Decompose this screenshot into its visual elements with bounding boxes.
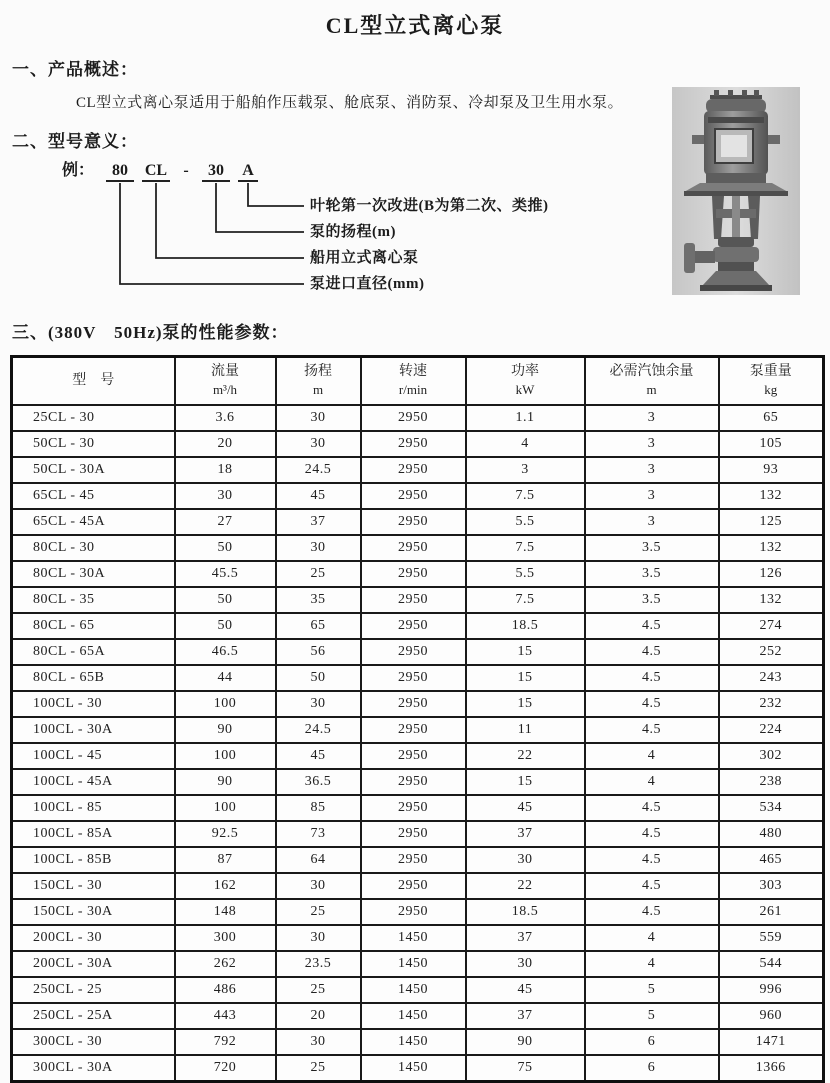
value-cell: 2950 [361,561,466,587]
value-cell: 303 [719,873,824,899]
value-cell: 960 [719,1003,824,1029]
value-cell: 45.5 [175,561,276,587]
performance-table [10,355,825,1083]
value-cell: 480 [719,821,824,847]
page-title: CL型立式离心泵 [325,13,505,38]
value-cell: 25 [276,561,361,587]
value-cell: 37 [276,509,361,535]
value-cell: 3 [466,457,585,483]
section-model-heading: 二、型号意义： [12,132,138,151]
value-cell: 4.5 [585,873,719,899]
value-cell: 486 [175,977,276,1003]
model-cell: 80CL - 30 [12,535,175,561]
value-cell: 132 [719,587,824,613]
value-cell: 2950 [361,821,466,847]
header-weight: 泵重量 kg [719,357,824,406]
value-cell: 15 [466,639,585,665]
model-cell: 150CL - 30 [12,873,175,899]
header-npsh: 必需汽蚀余量 m [585,357,719,406]
value-cell: 224 [719,717,824,743]
value-cell: 37 [466,925,585,951]
value-cell: 37 [466,821,585,847]
value-cell: 1.1 [466,405,585,431]
table-row [12,483,824,509]
value-cell: 3.5 [585,535,719,561]
value-cell: 7.5 [466,535,585,561]
header-flow: 流量 m³/h [175,357,276,406]
value-cell: 11 [466,717,585,743]
value-cell: 5.5 [466,509,585,535]
table-row [12,1055,824,1082]
value-cell: 20 [276,1003,361,1029]
value-cell: 18 [175,457,276,483]
model-example-prefix: 例： [62,162,95,179]
value-cell: 65 [719,405,824,431]
value-cell: 30 [276,1029,361,1055]
value-cell: 45 [466,977,585,1003]
model-cell: 80CL - 65A [12,639,175,665]
value-cell: 300 [175,925,276,951]
value-cell: 4.5 [585,899,719,925]
model-example-type-code: CL [142,160,170,182]
value-cell: 50 [175,587,276,613]
value-cell: 126 [719,561,824,587]
value-cell: 544 [719,951,824,977]
model-cell: 50CL - 30A [12,457,175,483]
pump-photo [672,87,800,295]
value-cell: 85 [276,795,361,821]
value-cell: 2950 [361,639,466,665]
value-cell: 105 [719,431,824,457]
value-cell: 75 [466,1055,585,1082]
value-cell: 132 [719,535,824,561]
value-cell: 4.5 [585,795,719,821]
performance-table-body [12,405,824,1082]
value-cell: 1450 [361,977,466,1003]
model-cell: 65CL - 45 [12,483,175,509]
value-cell: 2950 [361,873,466,899]
value-cell: 6 [585,1029,719,1055]
value-cell: 2950 [361,457,466,483]
value-cell: 274 [719,613,824,639]
value-cell: 90 [175,717,276,743]
value-cell: 27 [175,509,276,535]
table-row [12,405,824,431]
value-cell: 100 [175,795,276,821]
value-cell: 2950 [361,587,466,613]
value-cell: 148 [175,899,276,925]
value-cell: 2950 [361,431,466,457]
diagram-label-pump-head: 泵的扬程(m) [310,224,396,240]
value-cell: 30 [276,405,361,431]
table-row [12,847,824,873]
table-row [12,691,824,717]
model-cell: 50CL - 30 [12,431,175,457]
value-cell: 50 [175,535,276,561]
model-cell: 80CL - 65 [12,613,175,639]
value-cell: 720 [175,1055,276,1082]
value-cell: 4.5 [585,847,719,873]
value-cell: 792 [175,1029,276,1055]
value-cell: 93 [719,457,824,483]
value-cell: 252 [719,639,824,665]
table-row [12,613,824,639]
value-cell: 1471 [719,1029,824,1055]
value-cell: 4.5 [585,691,719,717]
model-example-variant: A [238,160,258,182]
model-cell: 100CL - 30 [12,691,175,717]
table-row [12,977,824,1003]
value-cell: 1450 [361,1055,466,1082]
model-cell: 100CL - 45A [12,769,175,795]
table-row [12,821,824,847]
value-cell: 1366 [719,1055,824,1082]
diagram-label-marine-vertical-pump: 船用立式离心泵 [310,250,419,266]
value-cell: 45 [466,795,585,821]
value-cell: 1450 [361,1003,466,1029]
value-cell: 30 [466,847,585,873]
value-cell: 18.5 [466,899,585,925]
value-cell: 4 [585,769,719,795]
header-head: 扬程 m [276,357,361,406]
model-cell: 300CL - 30A [12,1055,175,1082]
value-cell: 1450 [361,1029,466,1055]
value-cell: 73 [276,821,361,847]
table-row [12,665,824,691]
value-cell: 20 [175,431,276,457]
value-cell: 2950 [361,743,466,769]
model-cell: 80CL - 35 [12,587,175,613]
value-cell: 162 [175,873,276,899]
value-cell: 30 [276,873,361,899]
model-cell: 25CL - 30 [12,405,175,431]
value-cell: 4.5 [585,717,719,743]
value-cell: 2950 [361,691,466,717]
model-example-head: 30 [202,160,230,182]
table-row [12,457,824,483]
value-cell: 3 [585,483,719,509]
value-cell: 50 [276,665,361,691]
value-cell: 465 [719,847,824,873]
value-cell: 2950 [361,483,466,509]
value-cell: 302 [719,743,824,769]
value-cell: 2950 [361,717,466,743]
model-cell: 100CL - 85A [12,821,175,847]
value-cell: 46.5 [175,639,276,665]
value-cell: 30 [466,951,585,977]
value-cell: 1450 [361,925,466,951]
value-cell: 56 [276,639,361,665]
value-cell: 443 [175,1003,276,1029]
value-cell: 2950 [361,665,466,691]
value-cell: 45 [276,483,361,509]
overview-text: CL型立式离心泵适用于船舶作压载泵、舱底泵、消防泵、冷却泵及卫生用水泵。 [76,95,624,111]
value-cell: 4.5 [585,613,719,639]
table-row [12,1003,824,1029]
value-cell: 2950 [361,509,466,535]
value-cell: 559 [719,925,824,951]
model-cell: 100CL - 85B [12,847,175,873]
table-row [12,717,824,743]
value-cell: 2950 [361,769,466,795]
model-cell: 80CL - 30A [12,561,175,587]
value-cell: 25 [276,977,361,1003]
section-overview-heading: 一、产品概述： [12,60,138,79]
value-cell: 24.5 [276,717,361,743]
model-cell: 250CL - 25A [12,1003,175,1029]
section-parameters-heading: 三、(380V 50Hz)泵的性能参数： [12,323,289,342]
model-cell: 200CL - 30 [12,925,175,951]
model-cell: 100CL - 45 [12,743,175,769]
table-row [12,899,824,925]
table-row [12,769,824,795]
value-cell: 3 [585,431,719,457]
header-model-label: 型 号 [72,373,115,388]
value-cell: 35 [276,587,361,613]
value-cell: 5.5 [466,561,585,587]
value-cell: 6 [585,1055,719,1082]
table-row [12,873,824,899]
value-cell: 2950 [361,795,466,821]
value-cell: 90 [466,1029,585,1055]
model-cell: 150CL - 30A [12,899,175,925]
value-cell: 125 [719,509,824,535]
value-cell: 3 [585,457,719,483]
value-cell: 132 [719,483,824,509]
value-cell: 7.5 [466,587,585,613]
model-cell: 300CL - 30 [12,1029,175,1055]
value-cell: 15 [466,691,585,717]
value-cell: 15 [466,665,585,691]
value-cell: 1450 [361,951,466,977]
value-cell: 3 [585,509,719,535]
value-cell: 87 [175,847,276,873]
value-cell: 4.5 [585,665,719,691]
value-cell: 50 [175,613,276,639]
value-cell: 24.5 [276,457,361,483]
value-cell: 22 [466,873,585,899]
value-cell: 5 [585,1003,719,1029]
model-cell: 100CL - 85 [12,795,175,821]
model-example-inlet-diameter: 80 [106,160,134,182]
value-cell: 232 [719,691,824,717]
value-cell: 3.5 [585,587,719,613]
model-example-dash: - [183,162,189,179]
header-model [12,357,175,406]
value-cell: 25 [276,899,361,925]
table-row [12,587,824,613]
table-row [12,925,824,951]
value-cell: 238 [719,769,824,795]
value-cell: 23.5 [276,951,361,977]
value-cell: 4 [585,951,719,977]
value-cell: 4.5 [585,821,719,847]
value-cell: 261 [719,899,824,925]
model-cell: 80CL - 65B [12,665,175,691]
vertical-centrifugal-pump-illustration [672,87,800,295]
value-cell: 25 [276,1055,361,1082]
value-cell: 243 [719,665,824,691]
value-cell: 5 [585,977,719,1003]
table-row [12,743,824,769]
value-cell: 92.5 [175,821,276,847]
table-header-row [12,357,824,406]
value-cell: 3.6 [175,405,276,431]
table-row [12,535,824,561]
value-cell: 3.5 [585,561,719,587]
value-cell: 996 [719,977,824,1003]
value-cell: 2950 [361,899,466,925]
header-speed: 转速 r/min [361,357,466,406]
table-row [12,951,824,977]
value-cell: 4 [585,743,719,769]
value-cell: 30 [276,691,361,717]
value-cell: 44 [175,665,276,691]
value-cell: 18.5 [466,613,585,639]
table-row [12,639,824,665]
value-cell: 4.5 [585,639,719,665]
table-row [12,431,824,457]
value-cell: 2950 [361,535,466,561]
value-cell: 30 [276,431,361,457]
value-cell: 4 [466,431,585,457]
value-cell: 100 [175,743,276,769]
model-cell: 250CL - 25 [12,977,175,1003]
value-cell: 64 [276,847,361,873]
model-designation-diagram [62,160,702,302]
value-cell: 30 [276,535,361,561]
value-cell: 90 [175,769,276,795]
table-row [12,795,824,821]
value-cell: 262 [175,951,276,977]
value-cell: 534 [719,795,824,821]
table-row [12,561,824,587]
model-cell: 100CL - 30A [12,717,175,743]
value-cell: 2950 [361,405,466,431]
table-row [12,509,824,535]
value-cell: 2950 [361,847,466,873]
value-cell: 36.5 [276,769,361,795]
value-cell: 3 [585,405,719,431]
value-cell: 37 [466,1003,585,1029]
value-cell: 22 [466,743,585,769]
value-cell: 30 [175,483,276,509]
value-cell: 65 [276,613,361,639]
value-cell: 100 [175,691,276,717]
model-cell: 200CL - 30A [12,951,175,977]
value-cell: 4 [585,925,719,951]
value-cell: 7.5 [466,483,585,509]
value-cell: 15 [466,769,585,795]
value-cell: 45 [276,743,361,769]
value-cell: 2950 [361,613,466,639]
value-cell: 30 [276,925,361,951]
model-cell: 65CL - 45A [12,509,175,535]
diagram-label-impeller-revision: 叶轮第一次改进(B为第二次、类推) [310,198,549,214]
table-row [12,1029,824,1055]
diagram-label-inlet-diameter: 泵进口直径(mm) [310,276,425,292]
header-power: 功率 kW [466,357,585,406]
